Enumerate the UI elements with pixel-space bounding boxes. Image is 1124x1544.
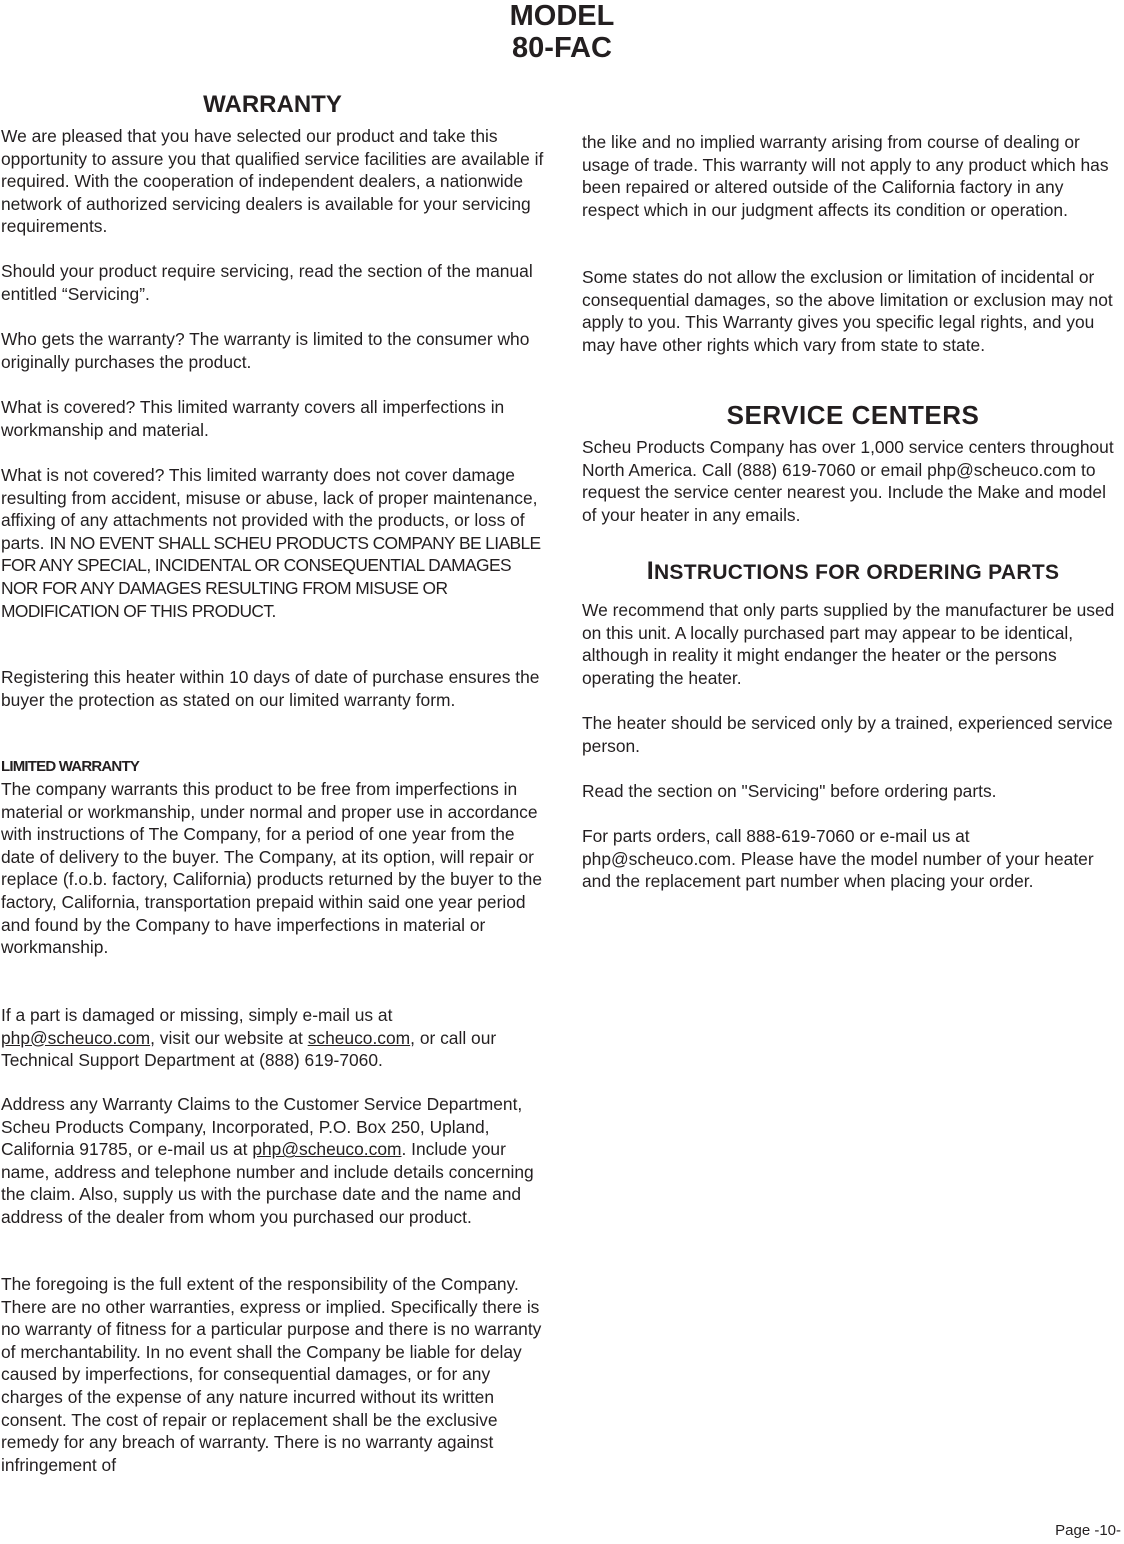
claims-email-link[interactable]: php@scheuco.com [252, 1139, 402, 1160]
not-covered-text: What is not covered? This limited warranty does not cover damage resulting from accident, misuse or abuse, lack of proper maintenance, affixing of any attachments not provided with the products, or loss of parts. [1, 465, 538, 553]
limited-warranty-text: The company warrants this product to be free from imperfections in material or workmanship, under normal and proper use in accordance with instructions of The Company, for a period of one year from the date of delivery to the buyer. The Company, at its option, will repair or replace (f.o.b. factory, California) products returned by the buyer to the factory, California, transportation prepaid within said one year period and found by the Company to have imperfections in material or workmanship. [1, 779, 542, 958]
limited-warranty-title: LIMITED WARRANTY [1, 758, 140, 775]
ordering-title-rest: NSTRUCTIONS FOR ORDERING PARTS [653, 561, 1060, 584]
damaged-part-mid: , visit our website at [150, 1027, 308, 1048]
website-link[interactable]: scheuco.com [307, 1027, 411, 1048]
warranty-damaged-part [1, 1004, 546, 1072]
warranty-intro: We are pleased that you have selected our product and take this opportunity to assure you that qualified service facilities are available if required. With the cooperation of independent dealers, a nationwide network of authorized servicing dealers is available for your servicing requirements. [1, 126, 544, 237]
warranty-who-gets: Who gets the warranty? The warranty is limited to the consumer who originally purchases the product. [1, 329, 530, 372]
email-link[interactable]: php@scheuco.com [1, 1027, 151, 1048]
ordering-parts-title [582, 556, 1124, 588]
ordering-orders: For parts orders, call 888-619-7060 or e-mail us at php@scheuco.com. Please have the model number of your heater and the replacement part number when placing your order. [582, 826, 1094, 892]
ordering-read: Read the section on "Servicing" before ordering parts. [582, 781, 997, 801]
warranty-states: Some states do not allow the exclusion or limitation of incidental or consequential damages, so the above limitation or exclusion may not apply to you. This Warranty gives you specific legal rights, and you may have other rights which vary from state to state. [582, 267, 1113, 355]
damaged-part-post: , or call our Technical Support Department at (888) 619-7060. [1, 1027, 497, 1071]
warranty-servicing: Should your product require servicing, read the section of the manual entitled “Servicing”. [1, 261, 533, 304]
warranty-title: WARRANTY [203, 91, 342, 118]
warranty-foregoing: The foregoing is the full extent of the responsibility of the Company. There are no other warranties, express or implied. Specifically there is no warranty of fitness for a particular purpose and there is no warranty of merchantability. In no event shall the Company be liable for delay caused by imperfections, for consequential damages, or for any charges of the expense of any nature incurred without its written consent. The cost of repair or replacement shall be the exclusive remedy for any breach of warranty. There is no warranty against infringement of [1, 1274, 542, 1475]
claims-pre: Address any Warranty Claims to the Customer Service Department, Scheu Products Company, Incorporated, P.O. Box 250, Upland, California 91785, or e-mail us at [1, 1094, 523, 1160]
service-centers-text: Scheu Products Company has over 1,000 service centers throughout North America. Call (888) 619-7060 or email php@scheuco.com to request the service center nearest you. Include the Make and model of your heater in any emails. [582, 437, 1114, 525]
ordering-recommend: We recommend that only parts supplied by the manufacturer be used on this unit. A locally purchased part may appear to be identical, although in reality it might endanger the heater or the persons operating the heater. [582, 600, 1115, 688]
warranty-claims [1, 1093, 546, 1229]
damaged-part-pre: If a part is damaged or missing, simply e-mail us at [1, 1005, 393, 1025]
ordering-serviced: The heater should be serviced only by a trained, experienced service person. [582, 713, 1113, 756]
warranty-what-covered: What is covered? This limited warranty covers all imperfections in workmanship and material. [1, 397, 505, 440]
model-label: MODEL [509, 0, 615, 32]
not-covered-caps: IN NO EVENT SHALL SCHEU PRODUCTS COMPANY BE LIABLE FOR ANY SPECIAL, INCIDENTAL OR CONSEQUENTIAL DAMAGES NOR FOR ANY DAMAGES RESULTING FROM MISUSE OR MODIFICATION OF THIS PRODUCT. [1, 532, 541, 621]
warranty-registering: Registering this heater within 10 days of date of purchase ensures the buyer the protection as stated on our limited warranty form. [1, 667, 540, 710]
service-centers-title: SERVICE CENTERS [726, 400, 980, 430]
ordering-title-initial: I [646, 557, 654, 585]
page-number: Page -10- [1055, 1522, 1121, 1539]
warranty-continued: the like and no implied warranty arising from course of dealing or usage of trade. This warranty will not apply to any product which has been repaired or altered outside of the California factory in any respect which in our judgment affects its condition or operation. [582, 132, 1109, 220]
model-number: 80-FAC [512, 32, 612, 64]
model-header [0, 0, 1124, 64]
warranty-not-covered [1, 464, 546, 622]
claims-post: . Include your name, address and telephone number and include details concerning the claim. Also, supply us with the purchase date and the name and address of the dealer from whom you purchased our product. [1, 1139, 534, 1227]
